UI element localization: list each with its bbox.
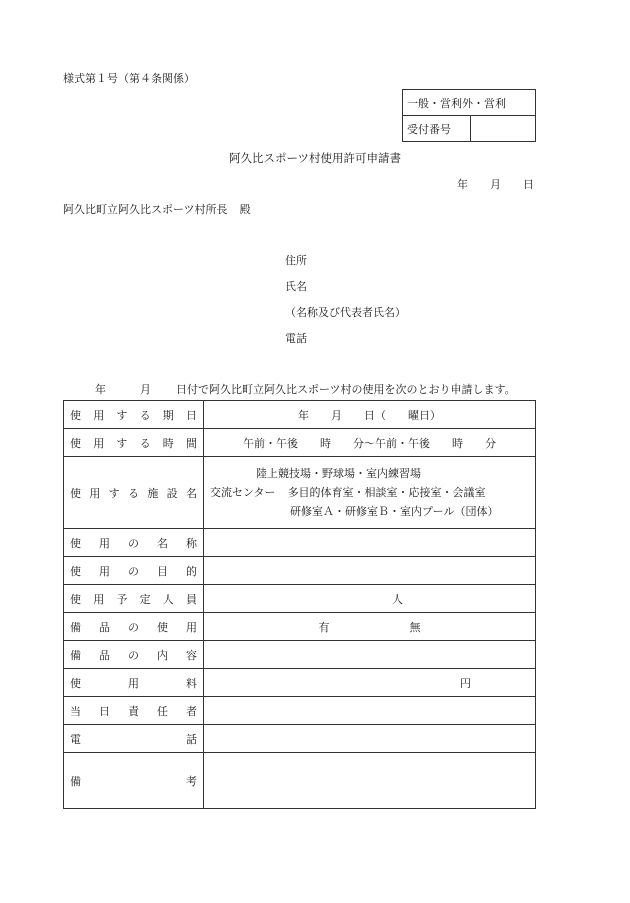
time-label: 使用する時間 [64, 429, 204, 457]
people-label: 使用予定人員 [64, 585, 204, 613]
receipt-number-field[interactable] [471, 116, 536, 142]
addressee-name: 阿久比町立阿久比スポーツ村所長 [63, 203, 228, 216]
use-purpose-label: 使用の目的 [64, 557, 204, 585]
applicant-name-note: （名称及び代表者氏名） [285, 306, 406, 319]
form-number: 様式第１号（第４条関係） [63, 72, 195, 85]
addressee [63, 201, 251, 217]
equipment-use-value[interactable] [204, 613, 536, 641]
equipment-no[interactable]: 無 [409, 620, 421, 634]
remarks-value[interactable] [204, 753, 536, 809]
facility-line-1: 陸上競技場・野球場・室内練習場 [256, 467, 421, 480]
application-table [63, 400, 536, 809]
equipment-yes[interactable]: 有 [318, 620, 330, 634]
receipt-number-label: 受付番号 [403, 116, 471, 142]
use-name-label: 使用の名称 [64, 529, 204, 557]
manager-label: 当日責任者 [64, 697, 204, 725]
equipment-detail-value[interactable] [204, 641, 536, 669]
category-options[interactable]: 一般・営利外・営利 [403, 90, 536, 116]
phone-value[interactable] [204, 725, 536, 753]
intro-year: 年 [95, 383, 106, 396]
time-value[interactable]: 午前・午後 時 分～午前・午後 時 分 [204, 429, 536, 457]
equipment-use-label: 備品の使用 [64, 613, 204, 641]
people-unit: 人 [392, 592, 403, 606]
status-box [402, 89, 536, 142]
applicant-phone-label: 電話 [285, 332, 307, 345]
date-day: 日 [523, 178, 534, 191]
date-month: 月 [490, 178, 501, 191]
period-value[interactable]: 年 月 日（ 曜日） [204, 401, 536, 429]
manager-value[interactable] [204, 697, 536, 725]
equipment-detail-label: 備品の内容 [64, 641, 204, 669]
facility-center-label: 交流センター [210, 486, 276, 499]
facility-options[interactable] [204, 457, 536, 529]
facility-center-rooms: 多目的体育室・相談室・応接室・会議室 [287, 486, 486, 499]
fee-value[interactable] [204, 669, 536, 697]
application-date[interactable] [435, 176, 534, 192]
applicant-address-label: 住所 [285, 254, 307, 267]
period-label: 使用する期日 [64, 401, 204, 429]
form-title: 阿久比スポーツ村使用許可申請書 [228, 151, 402, 165]
remarks-label: 備考 [64, 753, 204, 809]
applicant-name-label: 氏名 [285, 280, 307, 293]
intro-sentence [95, 381, 516, 397]
use-purpose-value[interactable] [204, 557, 536, 585]
fee-unit: 円 [460, 676, 471, 690]
addressee-honorific: 殿 [239, 203, 251, 216]
intro-text: 日付で阿久比町立阿久比スポーツ村の使用を次のとおり申請します。 [176, 383, 516, 396]
facility-label: 使用する施設名 [64, 457, 204, 529]
date-year: 年 [457, 178, 468, 191]
phone-label: 電話 [64, 725, 204, 753]
use-name-value[interactable] [204, 529, 536, 557]
fee-label: 使用料 [64, 669, 204, 697]
intro-month: 月 [140, 383, 151, 396]
facility-line-2 [210, 483, 529, 502]
people-value[interactable] [204, 585, 536, 613]
facility-line-3: 研修室Ａ・研修室Ｂ・室内プール（団体） [290, 505, 499, 518]
